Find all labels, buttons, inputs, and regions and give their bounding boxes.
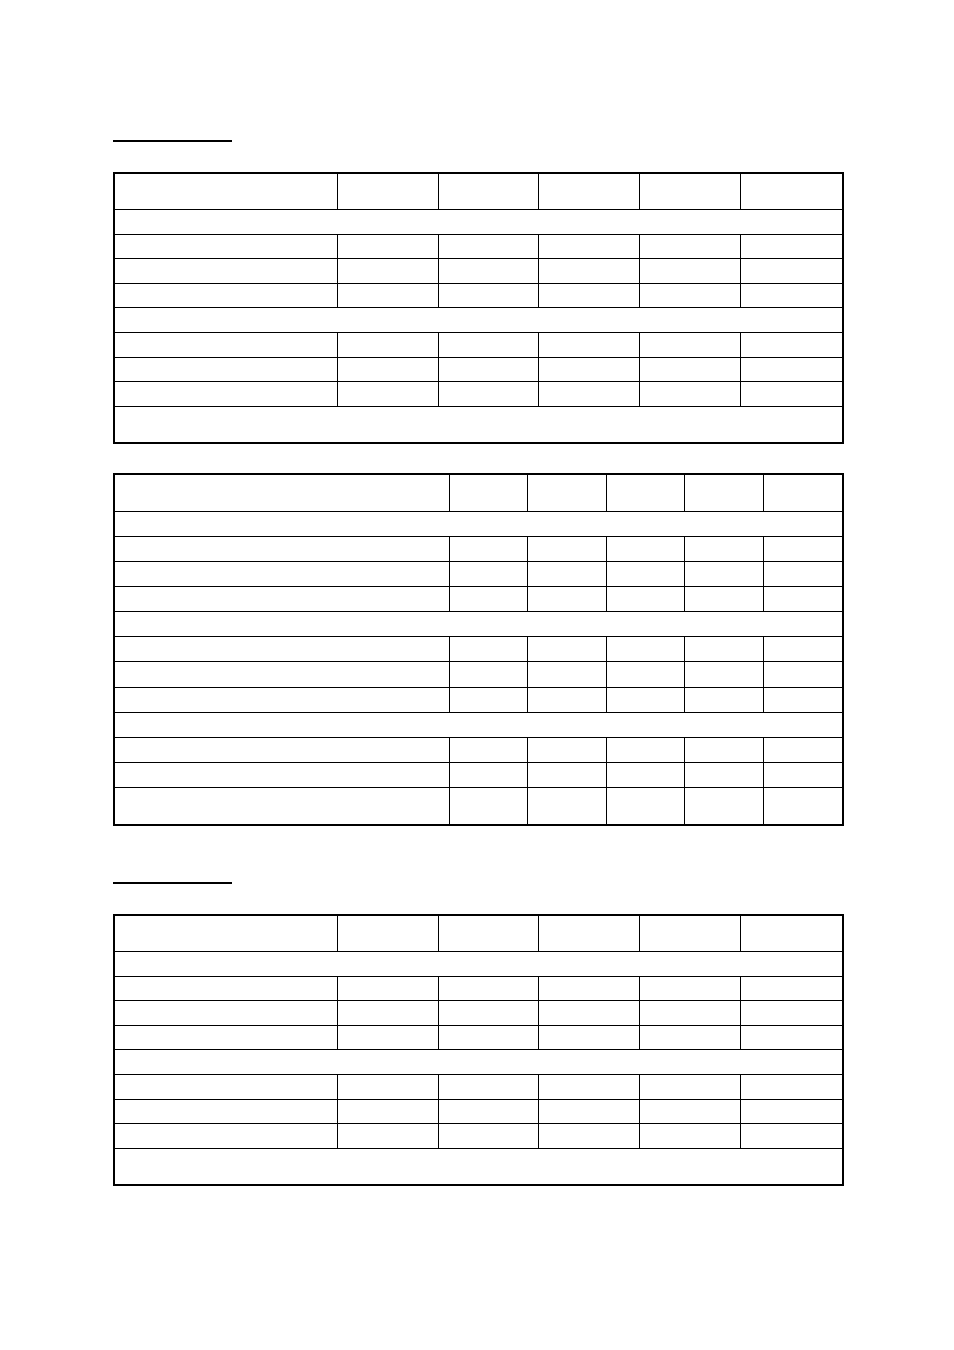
table-group-row [114, 308, 843, 333]
table-cell [763, 687, 843, 712]
group-label [114, 952, 843, 977]
table-group-row [114, 952, 843, 977]
table-cell [538, 1074, 639, 1099]
table-cell [639, 1074, 740, 1099]
table-cell [449, 762, 527, 787]
table-cell [538, 357, 639, 382]
table-cell [740, 382, 843, 407]
table-row [114, 259, 843, 284]
table-row [114, 1099, 843, 1124]
table-cell [114, 332, 337, 357]
table-cell [639, 173, 740, 210]
table-cell [639, 1001, 740, 1026]
table-cell [438, 357, 538, 382]
table-row [114, 762, 843, 787]
table-row [114, 637, 843, 662]
table-cell [740, 259, 843, 284]
table-cell [740, 173, 843, 210]
table-cell [114, 1099, 337, 1124]
table-header-row [114, 915, 843, 952]
table-cell [538, 1124, 639, 1149]
table-cell [337, 382, 438, 407]
table-cell [449, 474, 527, 512]
table-cell [538, 976, 639, 1001]
table-cell [438, 1074, 538, 1099]
table-cell [639, 1099, 740, 1124]
table-cell [114, 357, 337, 382]
table-row [114, 1074, 843, 1099]
table-cell [606, 662, 684, 687]
group-label [114, 1050, 843, 1075]
table-cell [449, 662, 527, 687]
table-cell [438, 332, 538, 357]
table-cell [114, 637, 449, 662]
table-cell [639, 357, 740, 382]
table-cell [684, 587, 763, 612]
table-cell [538, 1001, 639, 1026]
table-cell [684, 637, 763, 662]
table-cell [337, 915, 438, 952]
table-cell [639, 382, 740, 407]
table-cell [114, 1124, 337, 1149]
table-cell [763, 737, 843, 762]
group-label [114, 1148, 843, 1185]
table-cell [740, 357, 843, 382]
table-cell [740, 1001, 843, 1026]
table-row [114, 687, 843, 712]
table-row [114, 283, 843, 308]
table-cell [438, 1124, 538, 1149]
table-row [114, 382, 843, 407]
table-cell [740, 976, 843, 1001]
group-label [114, 308, 843, 333]
table-cell [114, 687, 449, 712]
group-label [114, 210, 843, 235]
table-cell [527, 562, 606, 587]
table-cell [114, 1001, 337, 1026]
table-cell [740, 1099, 843, 1124]
table-cell [639, 976, 740, 1001]
table-cell [527, 587, 606, 612]
table-cell [114, 976, 337, 1001]
table-cell [449, 787, 527, 825]
table-cell [438, 173, 538, 210]
table-cell [449, 587, 527, 612]
table-row [114, 1025, 843, 1050]
table-row [114, 332, 843, 357]
table-cell [114, 537, 449, 562]
table-row [114, 1001, 843, 1026]
table-cell [337, 976, 438, 1001]
table-row [114, 537, 843, 562]
table-cell [337, 1074, 438, 1099]
table-cell [684, 787, 763, 825]
table-cell [114, 474, 449, 512]
table-cell [527, 662, 606, 687]
table-row [114, 234, 843, 259]
table-cell [639, 234, 740, 259]
table-cell [538, 173, 639, 210]
table-cell [114, 234, 337, 259]
table-group-row [114, 210, 843, 235]
table-cell [684, 762, 763, 787]
table-footer-row [114, 406, 843, 443]
table-cell [684, 737, 763, 762]
table-footer-row [114, 1148, 843, 1185]
group-label [114, 612, 843, 637]
table-cell [114, 283, 337, 308]
table-row [114, 787, 843, 825]
table-cell [740, 915, 843, 952]
table-cell [740, 1124, 843, 1149]
table-cell [438, 1001, 538, 1026]
table-cell [438, 283, 538, 308]
table-cell [684, 687, 763, 712]
table-cell [337, 1001, 438, 1026]
table-cell [538, 332, 639, 357]
table-cell [763, 537, 843, 562]
table-cell [114, 1025, 337, 1050]
table-row [114, 562, 843, 587]
table-cell [449, 562, 527, 587]
table-cell [606, 474, 684, 512]
table-cell [639, 283, 740, 308]
table-cell [684, 662, 763, 687]
table-cell [538, 1099, 639, 1124]
table-header-row [114, 474, 843, 512]
table-cell [538, 1025, 639, 1050]
table-cell [527, 474, 606, 512]
table-cell [114, 737, 449, 762]
table-cell [639, 915, 740, 952]
table-cell [114, 259, 337, 284]
table-group-row [114, 512, 843, 537]
table-1 [113, 172, 844, 444]
table-cell [114, 762, 449, 787]
table-cell [763, 474, 843, 512]
table-cell [538, 915, 639, 952]
table-cell [527, 737, 606, 762]
section-1-heading-underline [113, 140, 232, 142]
table-cell [763, 787, 843, 825]
table-cell [114, 915, 337, 952]
table-cell [763, 587, 843, 612]
table-header-row [114, 173, 843, 210]
table-cell [740, 283, 843, 308]
table-cell [740, 332, 843, 357]
table-cell [438, 382, 538, 407]
table-cell [684, 562, 763, 587]
table-cell [639, 332, 740, 357]
table-cell [763, 662, 843, 687]
table-cell [337, 332, 438, 357]
table-cell [606, 537, 684, 562]
table-cell [639, 1025, 740, 1050]
table-cell [337, 1099, 438, 1124]
table-cell [449, 687, 527, 712]
section-2-heading-underline [113, 882, 232, 884]
table-3 [113, 914, 844, 1186]
table-cell [740, 1025, 843, 1050]
table-cell [449, 637, 527, 662]
table-cell [114, 173, 337, 210]
table-cell [527, 787, 606, 825]
table-cell [538, 283, 639, 308]
table-cell [337, 173, 438, 210]
table-cell [114, 1074, 337, 1099]
table-cell [684, 537, 763, 562]
table-cell [606, 687, 684, 712]
table-row [114, 587, 843, 612]
table-cell [438, 259, 538, 284]
table-row [114, 1124, 843, 1149]
table-cell [639, 1124, 740, 1149]
group-label [114, 406, 843, 443]
table-group-row [114, 612, 843, 637]
table-cell [337, 1124, 438, 1149]
table-cell [763, 562, 843, 587]
table-cell [438, 915, 538, 952]
table-cell [606, 787, 684, 825]
table-cell [538, 382, 639, 407]
table-cell [114, 562, 449, 587]
table-cell [740, 1074, 843, 1099]
table-cell [337, 259, 438, 284]
table-cell [114, 787, 449, 825]
table-cell [449, 737, 527, 762]
table-cell [606, 737, 684, 762]
table-group-row [114, 712, 843, 737]
table-cell [606, 637, 684, 662]
table-cell [538, 234, 639, 259]
table-cell [438, 234, 538, 259]
table-cell [114, 587, 449, 612]
table-cell [606, 762, 684, 787]
table-cell [527, 637, 606, 662]
table-cell [606, 562, 684, 587]
table-cell [684, 474, 763, 512]
table-row [114, 737, 843, 762]
table-cell [114, 382, 337, 407]
table-row [114, 662, 843, 687]
table-2 [113, 473, 844, 826]
table-row [114, 357, 843, 382]
table-row [114, 976, 843, 1001]
table-cell [606, 587, 684, 612]
table-cell [438, 1025, 538, 1050]
table-group-row [114, 1050, 843, 1075]
table-cell [763, 637, 843, 662]
table-cell [337, 1025, 438, 1050]
table-cell [527, 762, 606, 787]
table-cell [337, 357, 438, 382]
table-cell [438, 1099, 538, 1124]
group-label [114, 512, 843, 537]
group-label [114, 712, 843, 737]
table-cell [449, 537, 527, 562]
table-cell [538, 259, 639, 284]
table-cell [337, 283, 438, 308]
table-cell [639, 259, 740, 284]
table-cell [527, 537, 606, 562]
table-cell [527, 687, 606, 712]
table-cell [438, 976, 538, 1001]
table-cell [763, 762, 843, 787]
table-cell [114, 662, 449, 687]
table-cell [740, 234, 843, 259]
table-cell [337, 234, 438, 259]
